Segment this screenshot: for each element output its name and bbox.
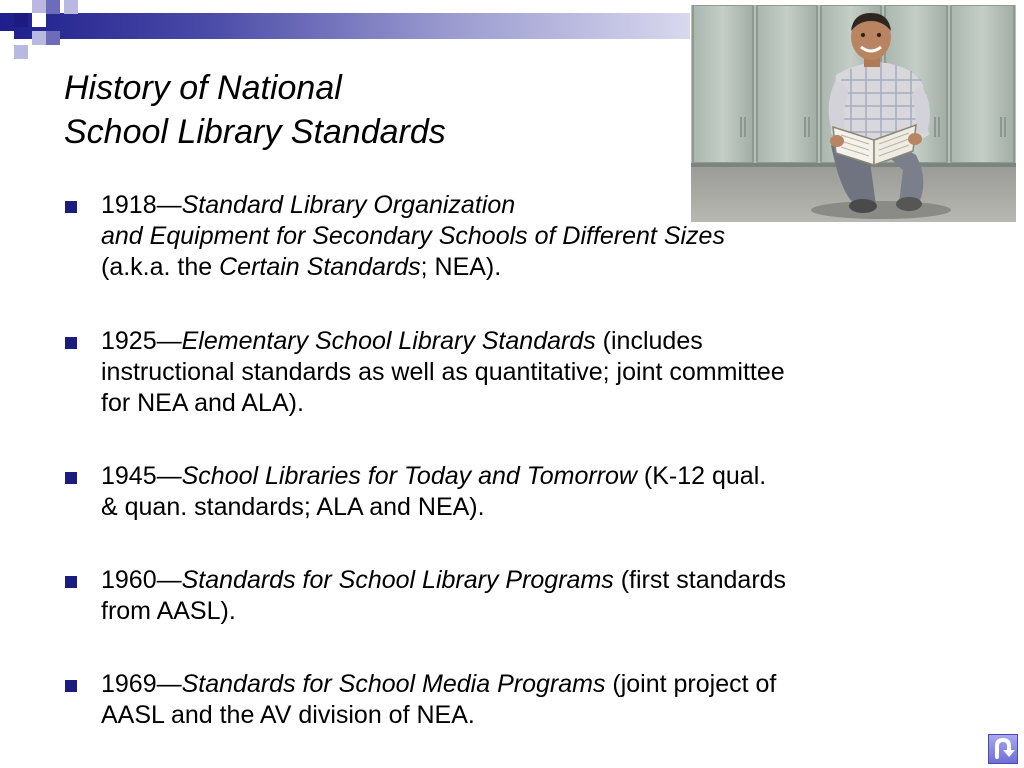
decor-square [32,31,46,45]
bullet-title: Elementary School Library Standards [181,327,596,355]
bullet-title: Standard Library Organization [181,191,516,219]
list-item [60,565,980,627]
bullet-square-icon [65,472,77,484]
u-turn-arrow-icon [989,735,1017,763]
bullet-square-icon [65,680,77,692]
bullet-line [101,326,980,357]
decor-square [14,45,28,59]
decor-square [46,31,60,45]
decor-square [32,13,46,27]
bullet-note: (a.k.a. the [101,253,220,281]
bullet-note: (K-12 qual. [636,462,767,490]
bullet-line [101,221,980,252]
bullet-year: 1969— [101,670,182,698]
bullet-title: Standards for School Media Programs [181,670,606,698]
decor-square [64,0,78,14]
bullet-note: (first standards [613,566,787,594]
decor-square [46,0,60,14]
slide-title [64,66,446,154]
bullet-line: & quan. standards; ALA and NEA). [101,493,485,521]
bullet-line [101,461,980,492]
list-item [60,669,980,731]
bullet-title: Standards for School Library Programs [181,566,614,594]
bullet-title: and Equipment for Secondary Schools of Different Sizes [101,222,725,250]
bullet-line: for NEA and ALA). [101,389,304,417]
decor-square [14,13,28,27]
bullet-note: ; NEA). [420,253,502,281]
bullet-line [101,252,980,283]
bullet-year: 1918— [101,191,182,219]
bullet-line [101,565,980,596]
header-band [0,13,690,39]
bullet-line [101,669,980,700]
bullet-line: from AASL). [101,597,236,625]
standards-list [60,190,980,768]
bullet-line: AASL and the AV division of NEA. [101,701,475,729]
bullet-square-icon [65,576,77,588]
bullet-note: (includes [595,327,703,355]
bullet-note: (joint project of [605,670,777,698]
list-item [60,326,980,419]
bullet-square-icon [65,337,77,349]
title-line-1: History of National [64,69,342,107]
bullet-year: 1925— [101,327,182,355]
return-button[interactable] [988,734,1018,764]
decor-square [0,31,14,45]
bullet-title: School Libraries for Today and Tomorrow [181,462,637,490]
decor-square [32,0,46,14]
bullet-line [101,190,980,221]
bullet-square-icon [65,201,77,213]
list-item [60,190,980,283]
title-line-2: School Library Standards [64,113,446,151]
bullet-line: instructional standards as well as quantitative; joint committee [101,358,785,386]
bullet-note-italic: Certain Standards [219,253,421,281]
list-item [60,461,980,523]
bullet-year: 1945— [101,462,182,490]
bullet-year: 1960— [101,566,182,594]
